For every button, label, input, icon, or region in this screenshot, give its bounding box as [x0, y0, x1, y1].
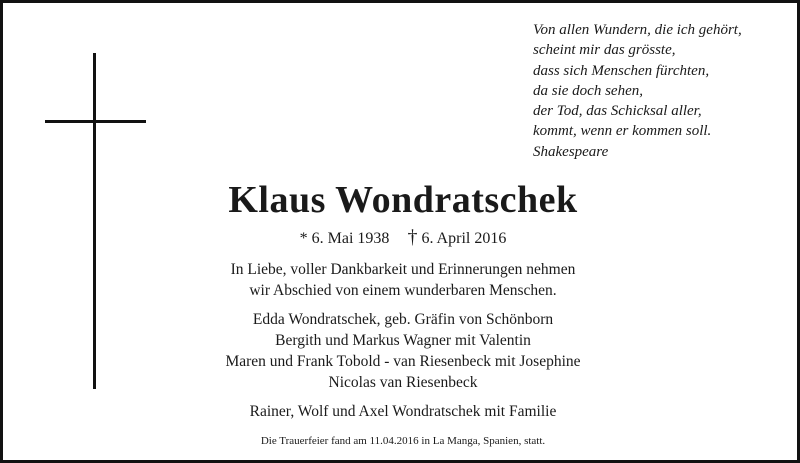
cross-icon-bar [45, 120, 146, 123]
poem-line: da sie doch sehen, [533, 82, 643, 99]
family-line: Nicolas van Riesenbeck [328, 374, 478, 391]
life-dates [3, 226, 800, 250]
poem-line: dass sich Menschen fürchten, [533, 62, 710, 79]
farewell-message [3, 259, 800, 301]
poem-line: der Tod, das Schicksal aller, [533, 103, 702, 120]
family-line: Edda Wondratschek, geb. Gräfin von Schönborn [252, 311, 554, 328]
funeral-note: Die Trauerfeier fand am 11.04.2016 in La Manga, Spanien, statt. [260, 435, 546, 447]
birth-date: * 6. Mai 1938 [299, 230, 390, 247]
poem-line: kommt, wenn er kommen soll. [533, 123, 712, 140]
family-line: Maren und Frank Tobold - van Riesenbeck mit Josephine [225, 353, 581, 370]
death-date: 6. April 2016 [421, 230, 507, 247]
poem-line: scheint mir das grösste, [533, 42, 676, 59]
family-line: Bergith und Markus Wagner mit Valentin [275, 332, 531, 349]
family-list [3, 309, 800, 393]
message-line: In Liebe, voller Dankbarkeit und Erinnerungen nehmen [230, 261, 576, 278]
relatives-line: Rainer, Wolf und Axel Wondratschek mit Familie [249, 403, 557, 420]
poem-line: Von allen Wundern, die ich gehört, [533, 22, 742, 38]
deceased-name: Klaus Wondratschek [228, 179, 578, 221]
poem-quote [533, 20, 795, 162]
poem-author: Shakespeare [533, 143, 609, 160]
message-line: wir Abschied von einem wunderbaren Menschen. [249, 282, 557, 299]
dagger-icon: † [407, 226, 418, 248]
